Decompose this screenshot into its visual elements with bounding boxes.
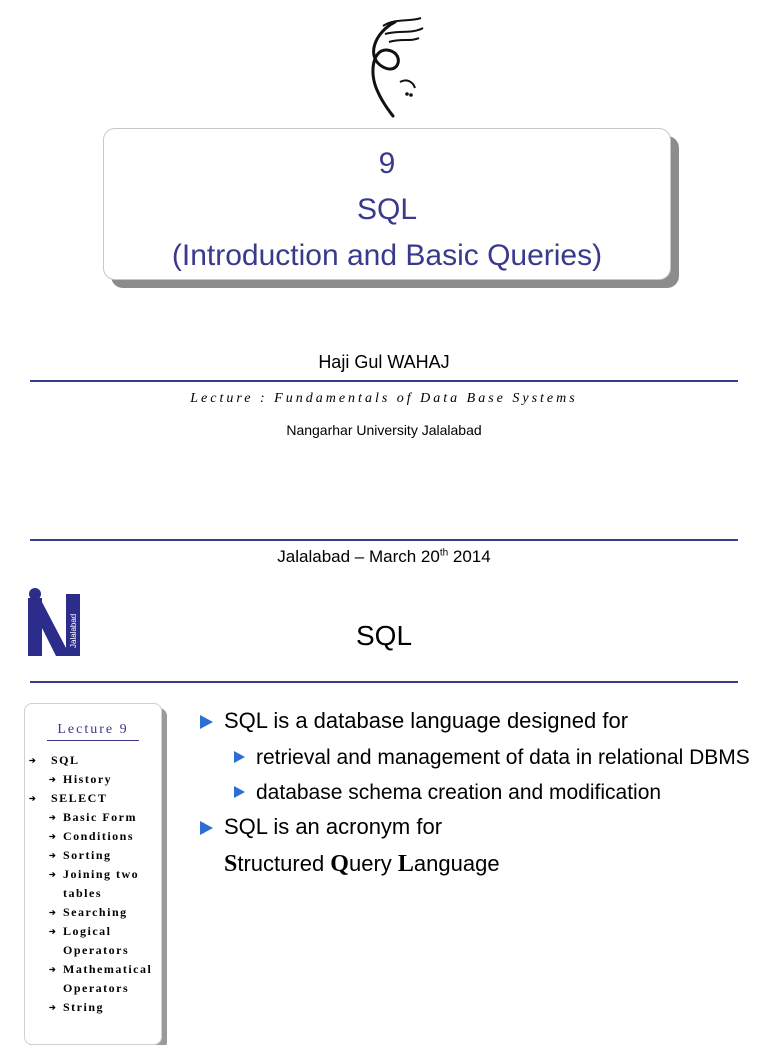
- outline-item-logical[interactable]: ➔ Logical Operators: [49, 924, 130, 957]
- outline-list: [25, 751, 161, 1017]
- triangle-bullet-icon: [200, 821, 213, 835]
- arrow-icon: ➔: [49, 851, 58, 860]
- bullet-item: SQL is a database language designed for: [200, 706, 760, 736]
- outline-item-sql[interactable]: ➔ SQL: [25, 751, 161, 770]
- outline-item-history[interactable]: ➔ History: [25, 770, 161, 789]
- arrow-icon: ➔: [49, 775, 58, 784]
- arrow-icon: ➔: [49, 1003, 58, 1012]
- outline-item-searching[interactable]: ➔ Searching: [25, 903, 161, 922]
- arrow-icon: ➔: [49, 927, 58, 936]
- content-slide-title: SQL: [355, 620, 413, 651]
- outline-item-select[interactable]: ➔ SELECT: [25, 789, 161, 808]
- lecture-outline-panel: [24, 703, 162, 1045]
- presentation-date: Jalalabad – March 20th 2014: [277, 547, 491, 566]
- sub-bullet-item: retrieval and management of data in relational DBMS: [200, 742, 760, 773]
- slide-subtitle: (Introduction and Basic Queries): [171, 239, 603, 272]
- arrow-icon: ➔: [49, 870, 58, 879]
- divider: [30, 380, 738, 382]
- outline-item-mathematical[interactable]: ➔ Mathematical Operators: [49, 962, 153, 995]
- triangle-bullet-icon: [234, 751, 245, 763]
- university-name: Nangarhar University Jalalabad: [286, 422, 482, 438]
- outline-heading: Lecture 9: [47, 722, 139, 741]
- bullet-item: SQL is an acronym for: [200, 812, 760, 842]
- arrow-icon: ➔: [49, 813, 58, 822]
- author-name: Haji Gul WAHAJ: [318, 352, 450, 372]
- arrow-icon: ➔: [49, 832, 58, 841]
- outline-item-string[interactable]: ➔ String: [25, 998, 161, 1017]
- slide-title: SQL: [356, 193, 418, 226]
- title-box: [103, 128, 671, 280]
- logo-text: Jalalabad: [69, 613, 78, 648]
- calligraphy-emblem: [355, 12, 430, 120]
- lecture-number: 9: [378, 147, 396, 180]
- divider: [30, 539, 738, 541]
- triangle-bullet-icon: [234, 786, 245, 798]
- acronym-expansion: Structured Query Language: [224, 851, 500, 877]
- arrow-icon: ➔: [49, 908, 58, 917]
- triangle-bullet-icon: [200, 715, 213, 729]
- outline-item-sorting[interactable]: ➔ Sorting: [25, 846, 161, 865]
- divider: [30, 681, 738, 683]
- arrow-icon: ➔: [49, 965, 58, 974]
- outline-item-basic-form[interactable]: ➔ Basic Form: [25, 808, 161, 827]
- arrow-icon: ➔: [29, 794, 38, 803]
- outline-item-conditions[interactable]: ➔ Conditions: [25, 827, 161, 846]
- sub-bullet-item: database schema creation and modification: [200, 777, 760, 808]
- arrow-icon: ➔: [29, 756, 38, 765]
- course-name: Lecture : Fundamentals of Data Base Systems: [190, 391, 578, 406]
- slide-content: [200, 706, 760, 880]
- outline-item-joining[interactable]: ➔ Joining two tables: [49, 867, 140, 900]
